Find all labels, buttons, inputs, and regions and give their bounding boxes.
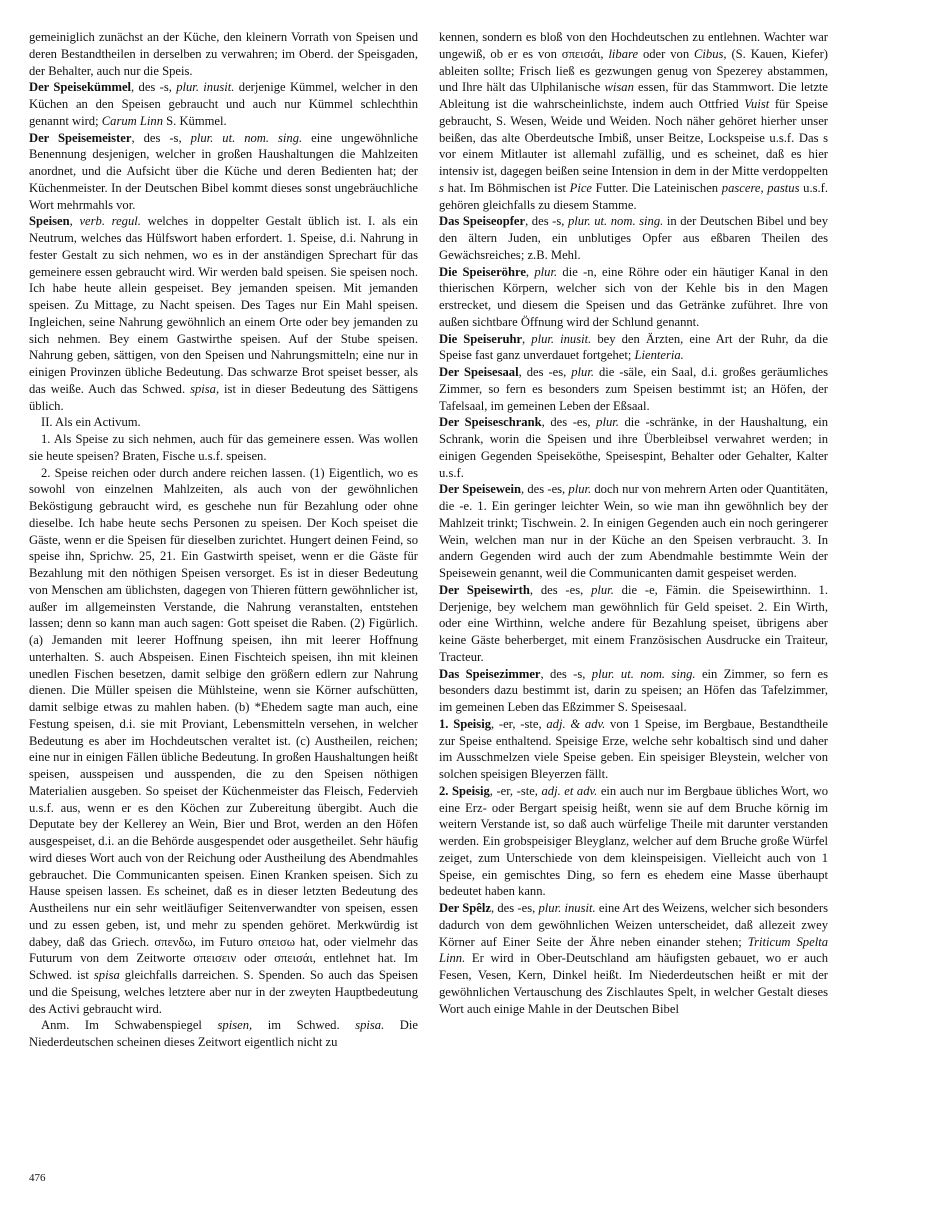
body-text: gleichfalls darreichen. S. Spenden. So auch das Speisen und die Speisung, welches letztere aber nur in der zweyten Hauptbedeutung des Activi gebraucht wird. [29, 968, 419, 1016]
body-text: u.s.f. gehören gleichfalls zu diesem Stamme. [439, 180, 828, 212]
italic-text: adj. et adv. [541, 783, 598, 798]
italic-text: adj. & adv. [546, 716, 606, 731]
right-column [439, 29, 828, 1017]
dictionary-paragraph [29, 431, 418, 465]
headword: Der Speisekümmel [29, 80, 132, 95]
dictionary-paragraph [29, 130, 418, 214]
body-text: von 1 Speise, im Bergbaue, Bestandtheile zur Speise enthaltend. Speisige Erze, welche sehr kobaltisch sind und daher im Ausschmelzen viele Speise geben. Ein speisiger Bleystein, welcher von solchen speisigen Bleyerzen fällt. [439, 716, 829, 781]
italic-text: verb. regul. [79, 214, 141, 229]
dictionary-paragraph [439, 29, 828, 213]
dictionary-paragraph [439, 213, 828, 263]
italic-text: spisa, [190, 381, 220, 396]
dictionary-paragraph [29, 29, 418, 79]
dictionary-paragraph [29, 213, 418, 414]
dictionary-paragraph [439, 783, 828, 900]
body-text: , des -s, [525, 214, 568, 229]
body-text: doch nur von mehrern Arten oder Quantitäten, die -e. 1. Ein geringer leichter Wein, so wie man ihn gewöhnlich bey der Mahlzeit trinkt; Tischwein. 2. In einigen Gegenden auch ein noch geringerer Wein, welchen man nur in der Küche an den Speisen verbraucht. 3. In andern Gegenden wird auch der zum Abendmahle bestimmte Wein der Speisewein genannt, weil die Communicanten damit gespeiset werden. [439, 482, 828, 580]
body-text: 2. Speise reichen oder durch andere reichen lassen. (1) Eigentlich, wo es sowohl von einzelnen Mahlzeiten, als auch von der gewöhnlichen Beköstigung gebraucht wird, es geschehe nun für Bezahlung oder ohne dieselbe. Ich habe heute sechs Personen zu speisen. Der Koch speiset die Gäste, wenn er die Speisen für dieselben zurichtet. Hungert deinen Feind, so speise ihn, Sprichw. 25, 21. Ein Gastwirth speiset, wenn er die Gäste für Bezahlung mit den nöthigen Speisen versorget. Es ist in dieser Bedeutung von Menschen am üblichsten, dagegen von Thieren füttern gewöhnlicher ist, außer im allgemeinsten Verstande, die Nahrung veranstalten, entstehen lassen; denn so kann man auch sagen: Gott speiset die Raben. (2) Figürlich. (a) Jemanden mit leerer Hoffnung speisen, ihn mit leerer Hoffnung unterhalten. S. auch Abspeisen. Einen Fischteich speisen, ihn mit kleinen unedlen Fischen besetzen, damit selbige den größern edlern zur Nahrung dienen. Die Müller speisen die Mühlsteine, wenn sie Körner aufschütten, damit selbige etwas zu mahlen haben. (b) *Ehedem sagte man auch, eine Festung speisen, d.i. sie mit Proviant, Lebensmitteln versehen, in welcher Bedeutung es aber im Hochdeutschen veraltet ist. (c) Austheilen, reichen; eine nur in einigen Fällen übliche Bedeutung. In großen Haushaltungen heißt speisen, ausspeisen und ausspenden, die zu den Speisen nöthigen Materialien ausgeben. So speiset der Küchenmeister das Fleisch, Federvieh u.s.f. aus, wenn er es den Köchen zur Zubereitung übergibt. Auch die Deputate bey der Kellerey an Wein, Bier und Brot, werden an den Höfen ausgespeiset, d.i. an die Behörde ausgespendet oder ausgetheilet. Sehr häufig wird dieses Wort auch von der Reichung oder Austheilung des Abendmahles gebrauchet. Die Communicanten speisen. Einen Kranken speisen. Sich zu Hause speisen lassen. Es scheinet, daß es in dieser letzten Bedeutung des Austheilens nur ein sehr weitläufiger Seitenverwandter von speisen, essen und zu essen geben, ist, und mehr zu spenden gehöret. Merkwürdig ist dabey, daß das Griech. σπενδω, im Futuro σπεισω hat, oder vielmehr das Futurum von dem Zeitworte σπεισειν oder σπεισάι, entlehnet hat. Im Schwed. ist [29, 465, 418, 982]
body-text: die -säle, ein Saal, d.i. großes geräumliches Zimmer, so fern es besonders zum Speisen bestimmt ist; an Höfen, der Tafelsaal, im gemeinen Leben der Eßsaal. [439, 365, 829, 413]
body-text: oder von [638, 46, 695, 61]
body-text: , des -s, [540, 666, 592, 681]
italic-text: plur. [571, 365, 594, 379]
body-text: die -n, eine Röhre oder ein häutiger Kanal in den thierischen Körpern, welcher sich von der Kehle bis in den Magen erstrecket, und diesem die Speisen und das Getränke zuführet. Ihre von außen sichtbare Öffnung wird der Schlund genannt. [439, 264, 828, 329]
dictionary-paragraph [439, 364, 828, 414]
body-text: , des -es, [529, 582, 592, 597]
headword: Das Speisezimmer [439, 666, 541, 681]
italic-text: plur. [534, 264, 558, 279]
body-text: ein auch nur im Bergbaue übliches Wort, wo eine Erz- oder Bergart speisig heißt, wenn sie auf dem Bruche körnig im weitern Verstande ist, so daß auch würfelige Theile mit darunter verstanden werden. Ein grobspeisiger Bleyglanz, welcher auf dem Bruche große Würfel zeiget, zum Unterschiede von dem kleinspeisigen. Vielleicht auch von 1 Speise, ein gemischtes Ding, so fern es ehedem eine Masse überhaupt bedeutet haben kann. [439, 783, 828, 899]
italic-text: plur. ut. nom. sing. [591, 666, 696, 681]
italic-text: pascere, pastus [721, 180, 800, 195]
dictionary-paragraph [439, 264, 828, 331]
body-text: bey den Ärzten, eine Art der Ruhr, da die Speise fast ganz unverdauet fortgehet; [439, 331, 828, 363]
body-text: , des -es, [518, 365, 572, 379]
dictionary-paragraph [29, 414, 418, 431]
body-text: , des -s, [131, 130, 191, 145]
body-text: derjenige Kümmel, welcher in den Küchen an den Speisen gebraucht und auch nur Kümmel schlechthin genannt wird; [29, 80, 418, 128]
body-text: Futter. Die Lateinischen [592, 180, 722, 195]
italic-text: spisa. [355, 1018, 385, 1033]
page-number: 476 [29, 1172, 46, 1184]
body-text: , des -es, [490, 901, 539, 915]
body-text: kennen, sondern es bloß von den Hochdeutschen zu entlehnen. Wachter war ungewiß, ob er es von σπεισάι, [439, 30, 828, 61]
dictionary-paragraph [439, 716, 828, 783]
body-text: Er wird in Ober-Deutschland am häufigsten gebauet, wo er auch Fesen, Vesen, Kern, Dinkel heißt. Im Niederdeutschen heißt er mit der gewöhnlichen Vertauschung des Zischlautes Spelt, in welcher Gestalt dieses Wort auch einige Mahle in der Deutschen Bibel [439, 951, 828, 1016]
body-text: S. Kümmel. [163, 113, 227, 128]
body-text: ist in dieser Bedeutung des Sättigens üblich. [29, 381, 418, 413]
body-text: , [69, 214, 80, 229]
italic-text: plur. inusit. [531, 331, 592, 346]
body-text: eine Art des Weizens, welcher sich besonders dadurch von dem gewöhnlichen Weizen unterscheidet, daß allezeit zwey Körner auf Einer Seite der Ähre neben einander stehen; [439, 901, 828, 949]
body-text: , des -s, [131, 80, 177, 95]
italic-text: plur. [591, 582, 614, 597]
body-text: (S. Kauen, Kiefer) ableiten sollte; Frisch ließ es gezwungen genug von Spezerey abstammen, und Ihre hält das Ulphilanische [439, 46, 828, 95]
headword: 1. Speisig [439, 716, 491, 731]
body-text: , des -es, [541, 415, 597, 430]
body-text: , -er, -ste, [491, 716, 547, 731]
headword: Die Speiseruhr [439, 331, 523, 346]
headword: Der Speisesaal [439, 365, 519, 379]
headword: Der Speisewein [439, 482, 522, 497]
dictionary-paragraph [29, 1017, 418, 1051]
body-text: hat. Im Böhmischen ist [443, 180, 570, 195]
italic-text: spisa [93, 968, 120, 982]
italic-text: plur. ut. nom. sing. [190, 130, 303, 145]
body-text: , [525, 264, 535, 279]
body-text: , -er, -ste, [489, 783, 542, 798]
dictionary-paragraph [439, 481, 828, 582]
dictionary-paragraph [439, 414, 828, 481]
left-column [29, 29, 418, 1051]
body-text: gemeiniglich zunächst an der Küche, den kleinern Vorrath von Speisen und deren Bestandtheilen in derselben zu verwahren; im Oberd. der Speisgaden, der Behalter, auch nur die Speis. [29, 30, 418, 78]
italic-text: Lienteria. [634, 348, 684, 363]
body-text: im Schwed. [252, 1018, 356, 1033]
headword: Der Speiseschrank [439, 415, 542, 430]
headword: Das Speiseopfer [439, 214, 526, 229]
body-text: in der Deutschen Bibel und bey den ältern Juden, ein unblutiges Opfer aus eßbaren Theilen des Gewächsreiches; z.B. Mehl. [439, 214, 829, 262]
italic-text: Vuist [744, 97, 770, 111]
body-text: welches in doppelter Gestalt üblich ist. I. als ein Neutrum, welches das Hülfswort haben erfordert. 1. Speise, d.i. Nahrung in fester Gestalt zu sich nehmen, wo es in der anständigen Sprechart für das gemeinere essen gebraucht wird. Wir werden bald speisen. Sie speisen noch. Ich habe heute allein gespeiset. Bey jemanden speisen. Mit jemanden speisen. Zu Mittage, zu Nacht speisen. Des Tages nur Ein Mahl speisen. Ingleichen, seine Nahrung gewöhnlich an einem Orte oder bey jemanden zu sich nehmen. Bey einem Gastwirthe speisen. Auf der Stube speisen. Nahrung geben, sättigen, von den Speisen und Nahrungsmitteln; eine nur in einigen Provinzen übliche Bedeutung. Das schwarze Brot speiset besser, als das weiße. Auch das Schwed. [29, 214, 418, 396]
italic-text: Carum Linn [101, 113, 163, 128]
italic-text: Triticum Spelta Linn. [439, 934, 828, 966]
headword: Speisen [29, 214, 70, 229]
italic-text: Pice [569, 180, 593, 195]
dictionary-paragraph [439, 582, 828, 666]
italic-text: wisan [604, 80, 634, 95]
body-text: essen, für das Stammwort. Die letzte Ableitung ist die wahrscheinlichste, indem auch Ottfried [439, 80, 829, 111]
italic-text: plur. inusit. [538, 901, 596, 915]
body-text: Anm. Im Schwabenspiegel [41, 1018, 218, 1033]
body-text: II. Als ein Activum. [41, 415, 141, 430]
body-text: 1. Als Speise zu sich nehmen, auch für das gemeinere essen. Was wollen sie heute speisen? Braten, Fische u.s.f. speisen. [29, 432, 418, 463]
body-text: die -schränke, in der Haushaltung, ein Schrank, worin die Speisen und ihre Überbleibsel verwahret werden; in einigen Gegenden Speiseköthe, Speisespint, Behalter oder Gehalter, Kalter u.s.f. [439, 415, 829, 480]
dictionary-paragraph [439, 331, 828, 365]
headword: Die Speiseröhre [439, 264, 526, 279]
italic-text: spisen, [217, 1018, 253, 1033]
dictionary-paragraph [439, 666, 828, 716]
dictionary-paragraph [439, 900, 828, 1017]
body-text: , des -es, [521, 482, 569, 497]
body-text: die -e, Fämin. die Speisewirthinn. 1. Derjenige, bey welchem man gewöhnlich für Geld speiset. 2. Ein Wirth, oder eine Wirthinn, welche andere für Bezahlung speiset, übrigens aber keine Gäste beherberget, mit einem Französischen Ausdrucke ein Traiteur, Tracteur. [439, 582, 828, 664]
body-text: für Speise gebraucht, S. Wesen, Weide und Weiden. Noch näher gehöret hierher unser beißen, das alte Oberdeutsche Imbiß, unser Beitze, Lockspeise u.s.f. Das s vor einem Mitlauter ist allemahl zufällig, und es scheinet, daß es hier intensiv ist, dagegen beißen seine Intension in dem in der Mitte verdoppelten [439, 97, 828, 178]
italic-text: plur. [596, 415, 619, 430]
dictionary-paragraph [29, 79, 418, 129]
headword: Der Speisemeister [29, 130, 132, 145]
body-text: , [522, 331, 532, 346]
italic-text: Cibus, [694, 46, 727, 61]
body-text: Die Niederdeutschen scheinen dieses Zeitwort eigentlich nicht zu [29, 1018, 418, 1049]
italic-text: s [439, 180, 444, 195]
italic-text: plur. inusit. [176, 80, 235, 95]
body-text: eine ungewöhnliche Benennung desjenigen, welcher in großen Haushaltungen die Mahlzeiten anordnet, und die Aufsicht über die Küche und deren Bedienten hat; der Küchenmeister. In der Deutschen Bibel kommt dieses sonst ungebräuchliche Wort mehrmahls vor. [29, 130, 418, 212]
italic-text: plur. ut. nom. sing. [567, 214, 664, 229]
italic-text: plur. [568, 482, 592, 497]
headword: Der Spêlz [439, 901, 491, 915]
italic-text: libare [608, 46, 639, 61]
headword: 2. Speisig [439, 783, 490, 798]
headword: Der Speisewirth [439, 582, 530, 597]
dictionary-paragraph [29, 465, 418, 1018]
body-text: ein Zimmer, so fern es besonders dazu bestimmt ist, darin zu speisen; an Höfen das Tafelzimmer, im gemeinen Leben das Eßzimmer S. Speisesaal. [439, 666, 828, 714]
